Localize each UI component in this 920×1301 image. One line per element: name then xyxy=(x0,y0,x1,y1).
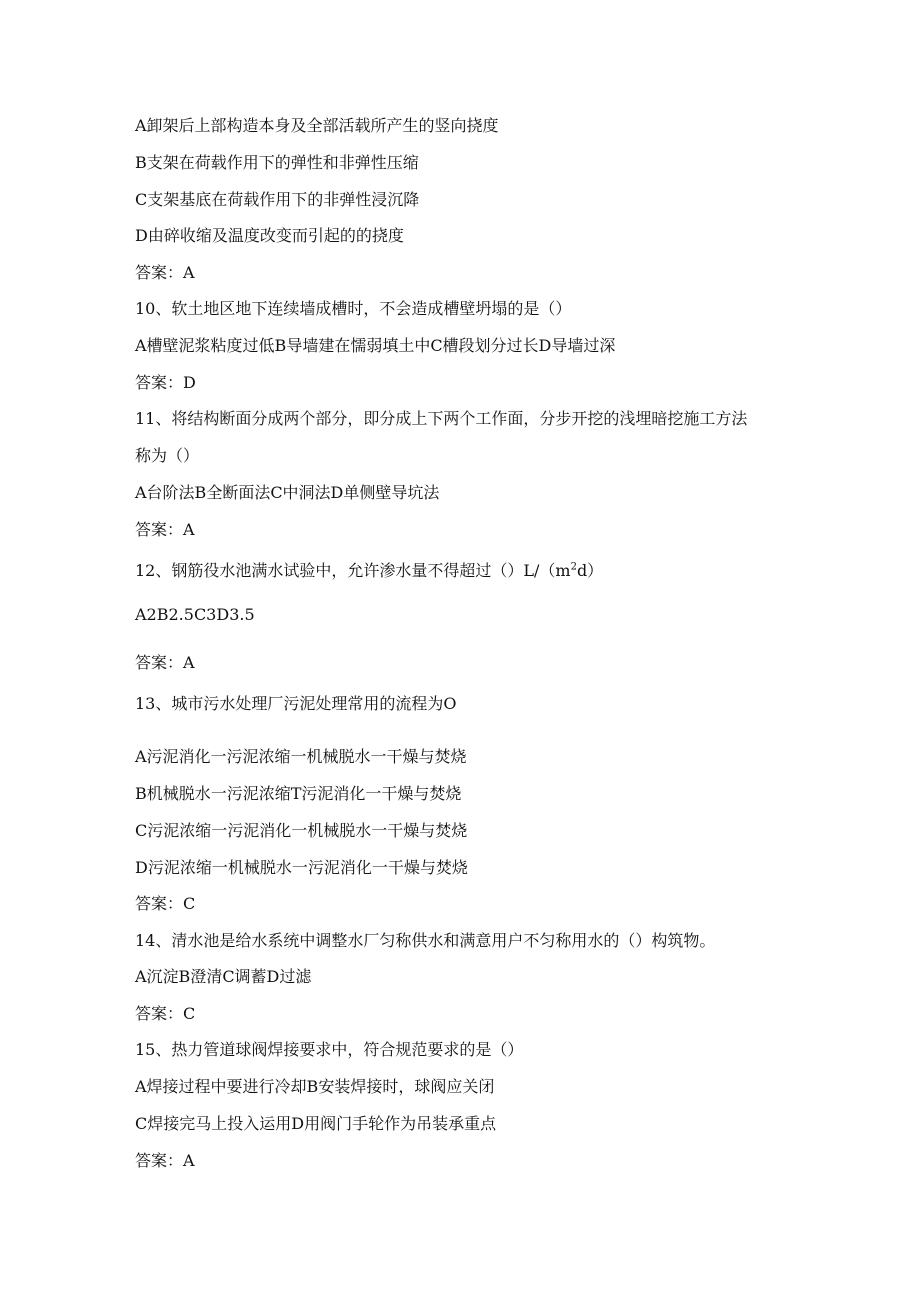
question-line: 15、热力管道球阀焊接要求中，符合规范要求的是（） xyxy=(135,1040,524,1059)
answer-line: 答案：A xyxy=(135,263,195,282)
question-line: 11、将结构断面分成两个部分，即分成上下两个工作面，分步开挖的浅埋暗挖施工方法 xyxy=(135,409,748,428)
option-line: B机械脱水一污泥浓缩T污泥消化一干燥与焚烧 xyxy=(135,784,462,803)
option-line: C焊接完马上投入运用D用阀门手轮作为吊装承重点 xyxy=(135,1114,497,1133)
q12-prefix: 12、钢筋役水池满水试验中，允许渗水量不得超过（）L/（m xyxy=(135,561,571,580)
question-line: 13、城市污水处理厂污泥处理常用的流程为O xyxy=(135,694,457,713)
option-line: A2B2.5C3D3.5 xyxy=(135,605,255,624)
option-line: C污泥浓缩一污泥消化一机械脱水一干燥与焚烧 xyxy=(135,821,468,840)
question-line: 10、软土地区地下连续墙成槽时，不会造成槽壁坍塌的是（） xyxy=(135,299,572,318)
option-line: D污泥浓缩一机械脱水一污泥消化一干燥与焚烧 xyxy=(135,858,468,877)
option-line: D由碎收缩及温度改变而引起的的挠度 xyxy=(135,226,404,245)
option-line: A卸架后上部构造本身及全部活载所产生的竖向挠度 xyxy=(135,116,499,135)
option-line: A台阶法B全断面法C中洞法D单侧壁导坑法 xyxy=(135,483,440,502)
option-line: A槽壁泥浆粘度过低B导墙建在懦弱填土中C槽段划分过长D导墙过深 xyxy=(135,336,616,355)
answer-line: 答案：D xyxy=(135,373,196,392)
question-line-continued: 称为（） xyxy=(135,446,200,465)
answer-line: 答案：C xyxy=(135,1004,196,1023)
option-line: B支架在荷载作用下的弹性和非弹性压缩 xyxy=(135,153,419,172)
question-line-12 xyxy=(135,560,603,582)
q12-suffix: d） xyxy=(576,561,604,580)
option-line: A焊接过程中要进行冷却B安装焊接时，球阀应关闭 xyxy=(135,1077,495,1096)
option-line: A沉淀B澄清C调蓄D过滤 xyxy=(135,967,312,986)
q12-superscript: 2 xyxy=(570,561,577,573)
answer-line: 答案：A xyxy=(135,653,195,672)
answer-line: 答案：A xyxy=(135,1151,195,1170)
answer-line: 答案：A xyxy=(135,520,195,539)
option-line: A污泥消化一污泥浓缩一机械脱水一干燥与焚烧 xyxy=(135,747,467,766)
option-line: C支架基底在荷载作用下的非弹性浸沉降 xyxy=(135,190,420,209)
answer-line: 答案：C xyxy=(135,894,196,913)
question-line: 14、清水池是给水系统中调整水厂匀称供水和满意用户不匀称用水的（）构筑物。 xyxy=(135,931,716,950)
